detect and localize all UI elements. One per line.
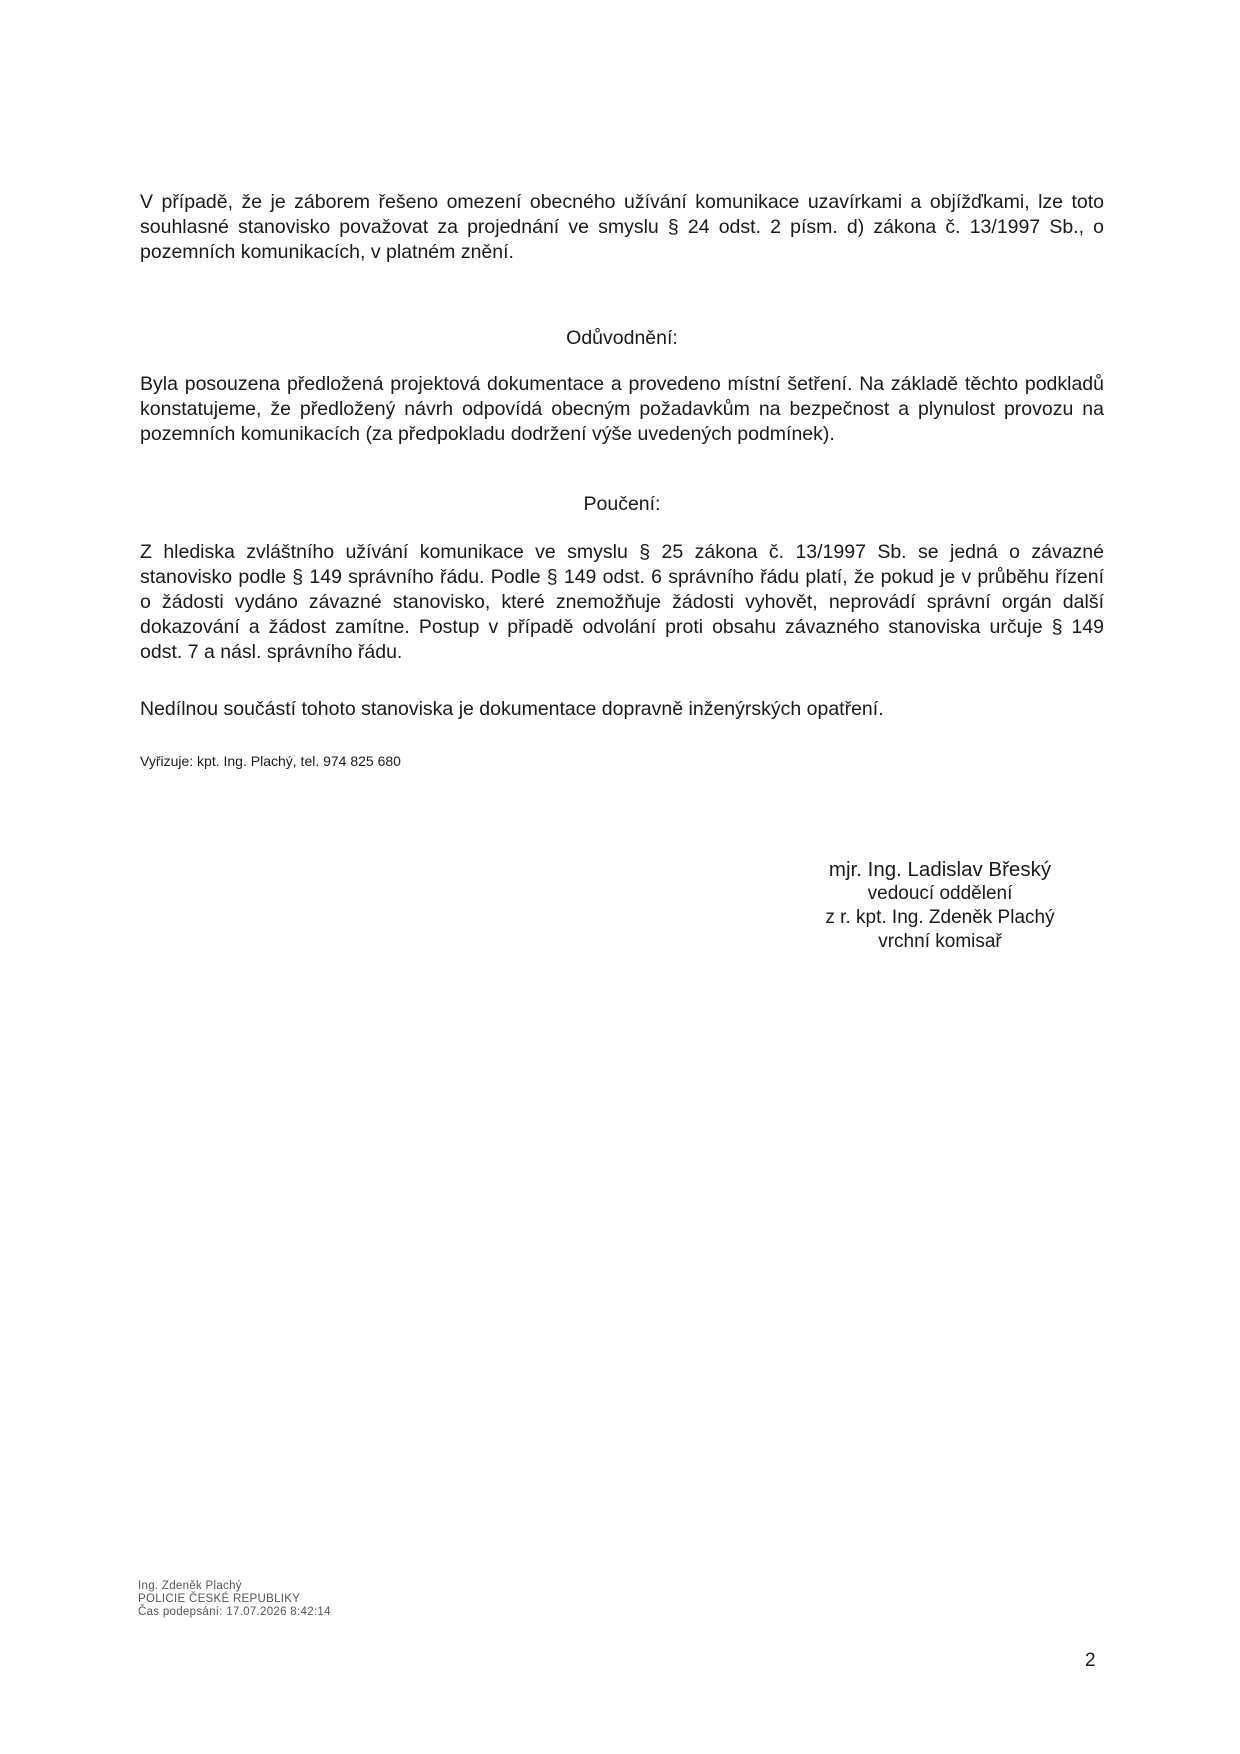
signatory-name: mjr. Ing. Ladislav Břeský: [828, 858, 1052, 881]
esign-organization: POLICIE ČESKÉ REPUBLIKY: [138, 1593, 301, 1605]
paragraph-line: stanovisko podle § 149 správního řádu. Podle § 149 odst. 6 správního řádu platí, že pokud je v průběhu řízení: [140, 566, 1104, 588]
deputy-role: vrchní komisař: [878, 931, 1002, 952]
paragraph-line: V případě, že je záborem řešeno omezení obecného užívání komunikace uzavírkami a objížďkami, lze toto: [140, 191, 1104, 213]
paragraph-line: souhlasné stanovisko považovat za projednání ve smyslu § 24 odst. 2 písm. d) zákona č. 13/1997 Sb., o: [140, 216, 1104, 238]
paragraph-line: o žádosti vydáno závazné stanovisko, které znemožňuje žádosti vyhovět, neprovádí správní orgán další: [140, 591, 1104, 613]
esign-signer: Ing. Zdeněk Plachý: [138, 1580, 242, 1592]
paragraph-justification: [140, 372, 1104, 447]
paragraph-instruction: [140, 540, 1104, 665]
paragraph-line: pozemních komunikacích (za předpokladu dodržení výše uvedených podmínek).: [140, 423, 835, 445]
heading-instruction: Poučení:: [583, 493, 661, 515]
paragraph-line: odst. 7 a násl. správního řádu.: [140, 641, 403, 663]
page-number: 2: [1085, 1650, 1096, 1671]
signature-block: [800, 858, 1080, 954]
paragraph-road-closure: [140, 190, 1104, 265]
paragraph-attachment-note: [140, 697, 1104, 722]
heading-justification: Odůvodnění:: [566, 327, 678, 349]
esign-timestamp: Čas podepsání: 17.07.2026 8:42:14: [138, 1606, 331, 1618]
contact-person: Vyřizuje: kpt. Ing. Plachý, tel. 974 825 680: [140, 753, 401, 769]
electronic-signature-stamp: [138, 1580, 331, 1619]
paragraph-line: Z hlediska zvláštního užívání komunikace ve smyslu § 25 zákona č. 13/1997 Sb. se jedná o závazné: [140, 541, 1104, 563]
paragraph-line: dokazování a žádost zamítne. Postup v případě odvolání proti obsahu závazného stanoviska určuje § 149: [140, 616, 1104, 638]
paragraph-line: Byla posouzena předložená projektová dokumentace a provedeno místní šetření. Na základě těchto podkladů: [140, 373, 1104, 395]
paragraph-line: pozemních komunikacích, v platném znění.: [140, 241, 514, 263]
deputy-signatory: z r. kpt. Ing. Zdeněk Plachý: [825, 907, 1055, 928]
signatory-role: vedoucí oddělení: [867, 883, 1013, 904]
paragraph-line: Nedílnou součástí tohoto stanoviska je dokumentace dopravně inženýrských opatření.: [140, 698, 884, 720]
paragraph-line: konstatujeme, že předložený návrh odpovídá obecným požadavkům na bezpečnost a plynulost provozu na: [140, 398, 1104, 420]
